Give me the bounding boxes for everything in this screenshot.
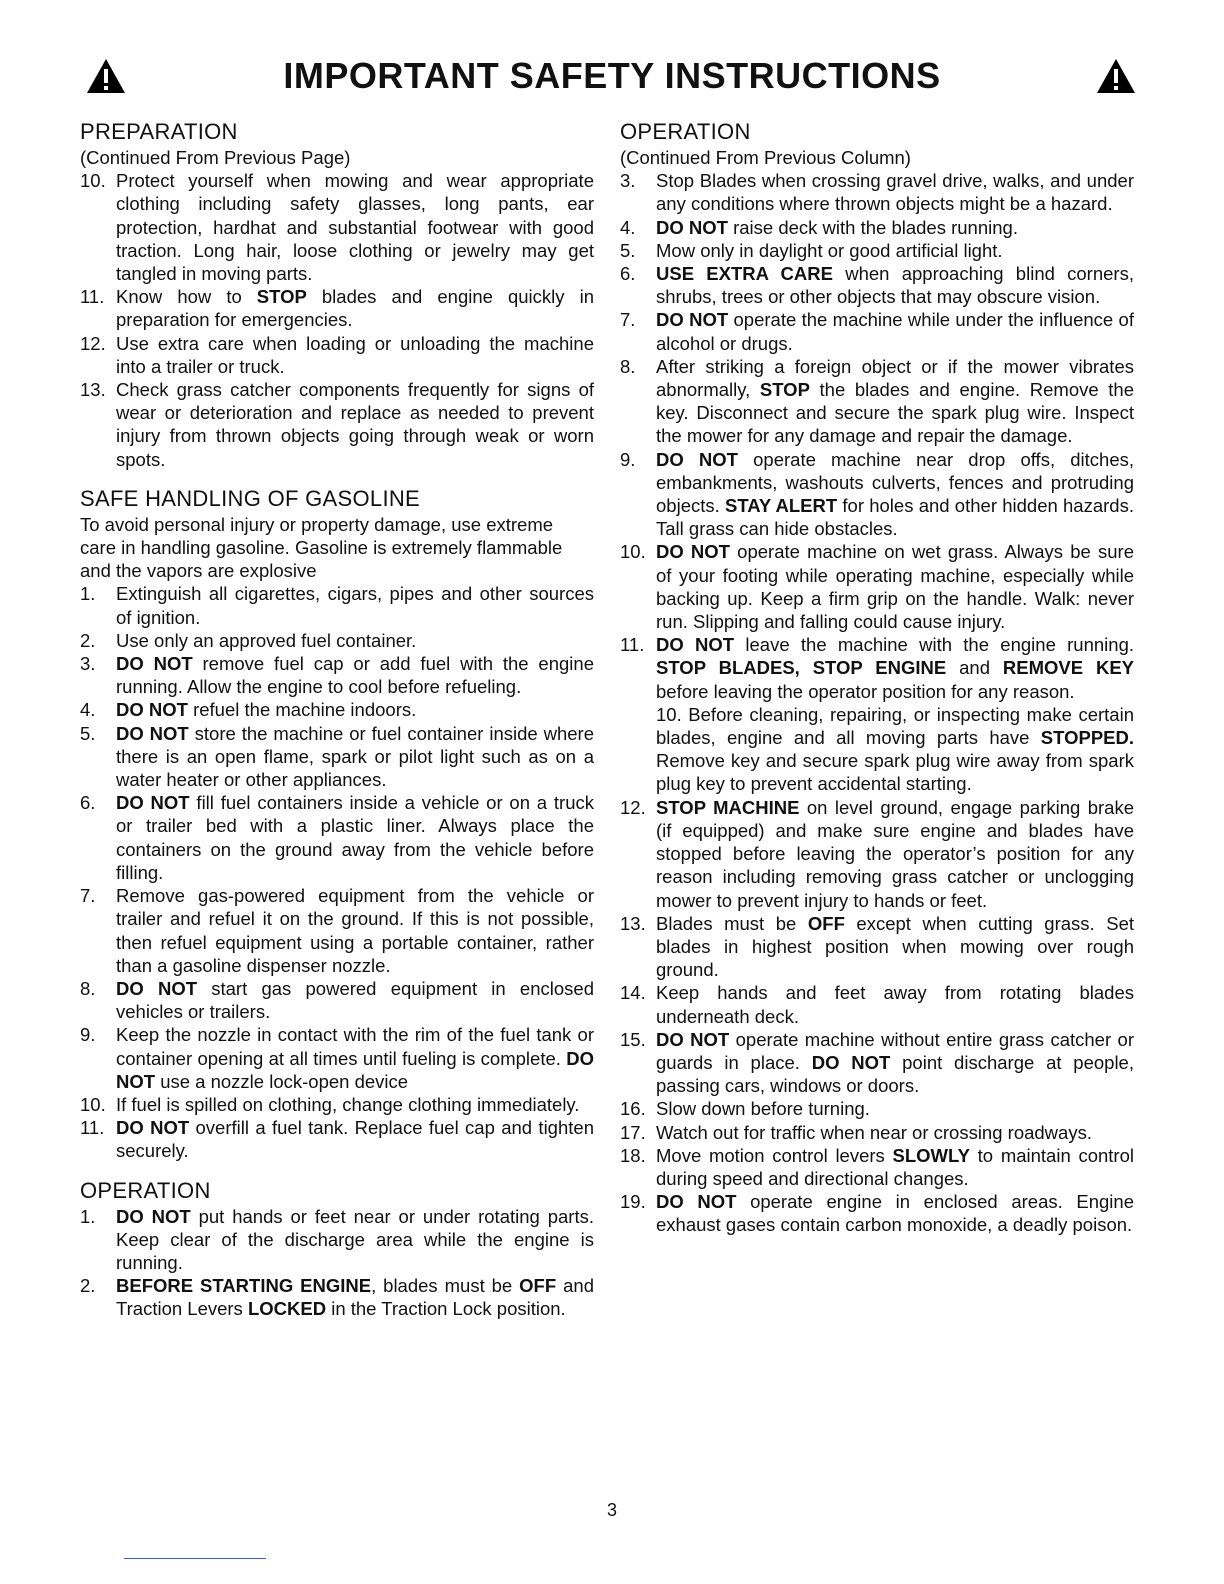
- item-text: DO NOT leave the machine with the engine running. STOP BLADES, STOP ENGINE and REMOVE KEY before leaving the operator position for any reason. 10. Before cleaning, repairing, or inspecting make certain blades, engine and all moving parts have STOPPED. Remove key and secure spark plug wire away from spark plug key to prevent accidental starting.: [656, 634, 1135, 795]
- list-item: [80, 629, 594, 652]
- item-text: USE EXTRA CARE when approaching blind corners, shrubs, trees or other objects that may obscure vision.: [656, 263, 1134, 308]
- item-number: 16.: [620, 1098, 646, 1120]
- item-text: DO NOT raise deck with the blades running.: [656, 216, 1018, 238]
- item-number: 9.: [620, 448, 636, 470]
- list-item: [620, 448, 1134, 541]
- item-text: Use only an approved fuel container.: [116, 629, 417, 651]
- item-text: Extinguish all cigarettes, cigars, pipes and other sources of ignition.: [116, 583, 594, 628]
- list-item: [620, 981, 1134, 1027]
- page-header: [0, 52, 1224, 102]
- item-text: Keep the nozzle in contact with the rim of the fuel tank or container opening at all times until fueling is complete. DO NOT use a nozzle lock-open device: [116, 1024, 594, 1092]
- item-number: 5.: [620, 239, 636, 261]
- list-item: [80, 722, 594, 792]
- item-text: DO NOT operate the machine while under the influence of alcohol or drugs.: [656, 309, 1134, 354]
- list-item: [620, 1097, 1134, 1120]
- item-text: DO NOT overfill a fuel tank. Replace fuel cap and tighten securely.: [116, 1117, 594, 1162]
- list-item: [80, 884, 594, 977]
- item-number: 12.: [80, 332, 106, 354]
- item-number: 7.: [80, 885, 96, 907]
- list-item: [620, 262, 1134, 308]
- list-item: [620, 169, 1134, 215]
- item-text: Keep hands and feet away from rotating blades underneath deck.: [656, 982, 1134, 1027]
- item-text: Mow only in daylight or good artificial light.: [656, 239, 1003, 261]
- item-number: 4.: [80, 699, 96, 721]
- item-text: DO NOT store the machine or fuel container inside where there is an open flame, spark or pilot light such as on a water heater or other appliances.: [116, 722, 594, 791]
- instruction-list: [80, 582, 594, 1162]
- item-text: DO NOT operate machine near drop offs, ditches, embankments, washouts culverts, fences and protruding objects. STAY ALERT for holes and other hidden hazards. Tall grass can hide obstacles.: [656, 448, 1134, 540]
- item-text: Stop Blades when crossing gravel drive, walks, and under any conditions where thrown objects might be a hazard.: [656, 170, 1134, 215]
- list-item: [80, 1023, 594, 1093]
- item-text: After striking a foreign object or if the mower vibrates abnormally, STOP the blades and engine. Remove the key. Disconnect and secure the spark plug wire. Inspect the mower for any damage and repair the damage.: [656, 355, 1134, 447]
- item-number: 2.: [80, 629, 96, 651]
- list-item: [620, 912, 1134, 982]
- item-number: 10.: [80, 1093, 106, 1115]
- item-number: 11.: [80, 286, 105, 308]
- list-item: [620, 1121, 1134, 1144]
- operation-section: [80, 1177, 594, 1321]
- item-number: 1.: [80, 1205, 96, 1227]
- instruction-list: [80, 169, 594, 471]
- left-column: [80, 118, 594, 1321]
- item-text: Remove gas-powered equipment from the vehicle or trailer and refuel it on the ground. If this is not possible, then refuel equipment using a portable container, rather than a gasoline dispenser nozzle.: [116, 885, 594, 976]
- item-text: Watch out for traffic when near or crossing roadways.: [656, 1121, 1092, 1143]
- list-item: [80, 582, 594, 628]
- instruction-list: [620, 169, 1134, 1236]
- section-heading: OPERATION: [80, 1177, 211, 1203]
- item-number: 5.: [80, 722, 96, 744]
- list-item: [80, 1093, 594, 1116]
- item-text: DO NOT operate machine on wet grass. Always be sure of your footing while operating machine, especially while backing up. Keep a firm grip on the handle. Walk: never run. Slipping and falling could cause injury.: [656, 541, 1134, 633]
- item-number: 19.: [620, 1191, 646, 1213]
- list-item: [620, 796, 1134, 912]
- item-number: 2.: [80, 1275, 96, 1297]
- item-text: Check grass catcher components frequently for signs of wear or deterioration and replace as needed to prevent injury from thrown objects going through weak or worn spots.: [116, 379, 594, 470]
- item-number: 14.: [620, 982, 646, 1004]
- item-number: 15.: [620, 1028, 646, 1050]
- item-number: 7.: [620, 309, 636, 331]
- list-item: [80, 378, 594, 471]
- item-text: DO NOT start gas powered equipment in enclosed vehicles or trailers.: [116, 977, 594, 1023]
- item-number: 8.: [620, 355, 636, 377]
- item-text: DO NOT put hands or feet near or under rotating parts. Keep clear of the discharge area while the engine is running.: [116, 1205, 594, 1273]
- list-item: [80, 1205, 594, 1275]
- preparation-section: [80, 118, 594, 471]
- list-item: [620, 355, 1134, 448]
- item-number: 8.: [80, 977, 96, 999]
- item-text: Slow down before turning.: [656, 1098, 870, 1120]
- item-number: 13.: [620, 912, 646, 934]
- item-number: 1.: [80, 583, 96, 605]
- right-column: [620, 118, 1134, 1237]
- item-text: DO NOT remove fuel cap or add fuel with the engine running. Allow the engine to cool before refueling.: [116, 653, 594, 698]
- section-heading: PREPARATION: [80, 119, 238, 144]
- item-number: 6.: [620, 263, 636, 285]
- list-item: [80, 1116, 594, 1162]
- gasoline-section: [80, 485, 594, 1163]
- list-item: [80, 332, 594, 378]
- list-item: [80, 169, 594, 285]
- instruction-list: [80, 1205, 594, 1321]
- item-number: 4.: [620, 216, 636, 238]
- item-text: DO NOT refuel the machine indoors.: [116, 699, 417, 721]
- list-item: [620, 1028, 1134, 1098]
- page-number: 3: [606, 1500, 617, 1520]
- section-heading: SAFE HANDLING OF GASOLINE: [80, 485, 421, 511]
- item-number: 9.: [80, 1024, 96, 1046]
- page-title: IMPORTANT SAFETY INSTRUCTIONS: [283, 55, 941, 96]
- item-text: DO NOT fill fuel containers inside a vehicle or on a truck or trailer bed with a plastic liner. Always place the containers on the ground away from the vehicle before filling.: [116, 792, 594, 883]
- warning-triangle-icon: [1096, 58, 1136, 94]
- item-text: Know how to STOP blades and engine quickly in preparation for emergencies.: [116, 286, 594, 331]
- item-text: Move motion control levers SLOWLY to maintain control during speed and directional changes.: [656, 1144, 1134, 1189]
- item-number: 3.: [620, 170, 636, 192]
- list-item: [620, 633, 1134, 795]
- item-number: 11.: [620, 634, 645, 656]
- list-item: [620, 308, 1134, 354]
- section-subheading: (Continued From Previous Page): [80, 147, 351, 168]
- item-number: 6.: [80, 792, 96, 814]
- section-heading: OPERATION: [620, 119, 751, 144]
- item-number: 13.: [80, 379, 106, 401]
- list-item: [80, 652, 594, 698]
- item-text: BEFORE STARTING ENGINE, blades must be OFF and Traction Levers LOCKED in the Traction Lock position.: [116, 1275, 594, 1320]
- list-item: [620, 1144, 1134, 1190]
- list-item: [80, 977, 594, 1023]
- list-item: [80, 285, 594, 331]
- item-number: 10.: [80, 170, 106, 192]
- item-number: 12.: [620, 796, 646, 818]
- list-item: [80, 1274, 594, 1320]
- list-item: [620, 1190, 1134, 1236]
- item-number: 17.: [620, 1121, 646, 1143]
- item-number: 10.: [620, 541, 646, 563]
- list-item: [620, 216, 1134, 239]
- item-number: 3.: [80, 653, 96, 675]
- item-text: DO NOT operate engine in enclosed areas. Engine exhaust gases contain carbon monoxide, a deadly poison.: [656, 1191, 1134, 1236]
- list-item: [620, 540, 1134, 633]
- item-text: Protect yourself when mowing and wear appropriate clothing including safety glasses, long pants, ear protection, hardhat and substantial footwear with good traction. Long hair, loose clothing or jewelry may get tangled in moving parts.: [116, 170, 594, 285]
- section-subheading: (Continued From Previous Column): [620, 147, 911, 168]
- item-text: STOP MACHINE on level ground, engage parking brake (if equipped) and make sure engine and blades have stopped before leaving the operator’s position for any reason including removing grass catcher or unclogging mower to prevent injury to hands or feet.: [656, 796, 1134, 911]
- list-item: [620, 239, 1134, 262]
- item-text: If fuel is spilled on clothing, change clothing immediately.: [116, 1093, 580, 1115]
- footer-rule: [124, 1558, 266, 1559]
- section-intro: To avoid personal injury or property damage, use extreme care in handling gasoline. Gasoline is extremely flammable and the vapors are explosive: [80, 513, 563, 582]
- operation-continued-section: [620, 118, 1134, 1237]
- list-item: [80, 791, 594, 884]
- item-text: Use extra care when loading or unloading the machine into a trailer or truck.: [116, 332, 594, 377]
- item-text: Blades must be OFF except when cutting grass. Set blades in highest position when mowing over rough ground.: [656, 912, 1134, 981]
- item-text: DO NOT operate machine without entire grass catcher or guards in place. DO NOT point discharge at people, passing cars, windows or doors.: [656, 1028, 1134, 1097]
- list-item: [80, 698, 594, 721]
- item-number: 18.: [620, 1144, 646, 1166]
- item-number: 11.: [80, 1117, 105, 1139]
